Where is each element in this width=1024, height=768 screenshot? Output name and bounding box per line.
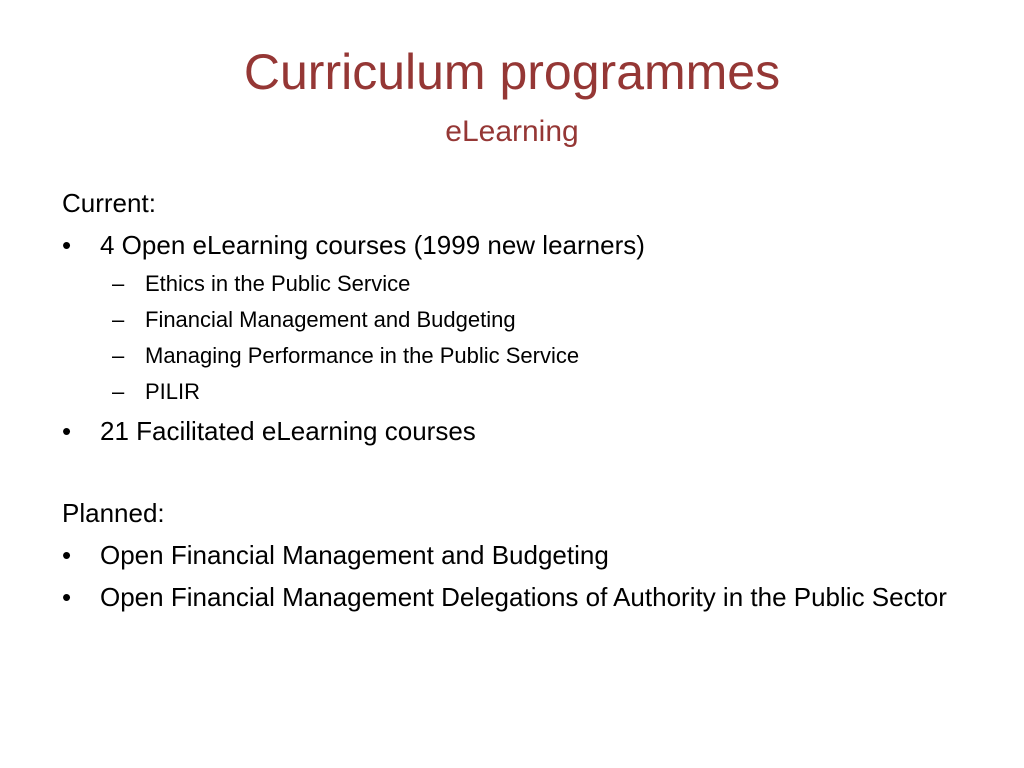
bullet-item — [62, 580, 962, 614]
slide-title: Curriculum programmes — [243, 44, 781, 100]
sub-item-text: Financial Management and Budgeting — [145, 307, 516, 332]
dash-icon: – — [112, 343, 125, 368]
sub-item — [62, 378, 962, 406]
sub-item — [62, 342, 962, 370]
spacer — [62, 448, 962, 496]
planned-heading: Planned: — [62, 498, 165, 528]
dash-icon: – — [112, 379, 125, 404]
slide-subtitle: eLearning — [445, 115, 579, 148]
bullet-text: Open Financial Management and Budgeting — [100, 540, 609, 570]
dash-icon: – — [112, 271, 125, 296]
sub-item — [62, 306, 962, 334]
bullet-text: 4 Open eLearning courses (1999 new learners) — [100, 230, 645, 260]
sub-item-text: Ethics in the Public Service — [145, 271, 411, 296]
bullet-icon: • — [62, 230, 72, 260]
bullet-icon: • — [62, 582, 72, 612]
dash-icon: – — [112, 307, 125, 332]
bullet-item — [62, 228, 962, 262]
bullet-icon: • — [62, 540, 72, 570]
bullet-icon: • — [62, 416, 72, 446]
slide-body — [62, 186, 962, 614]
sub-item-text: PILIR — [145, 379, 201, 404]
bullet-item — [62, 414, 962, 448]
bullet-item — [62, 538, 962, 572]
current-heading: Current: — [62, 188, 156, 218]
sub-item-text: Managing Performance in the Public Service — [145, 343, 580, 368]
sub-item — [62, 270, 962, 298]
bullet-text: Open Financial Management Delegations of Authority in the Public Sector — [100, 582, 947, 612]
bullet-text: 21 Facilitated eLearning courses — [100, 416, 476, 446]
